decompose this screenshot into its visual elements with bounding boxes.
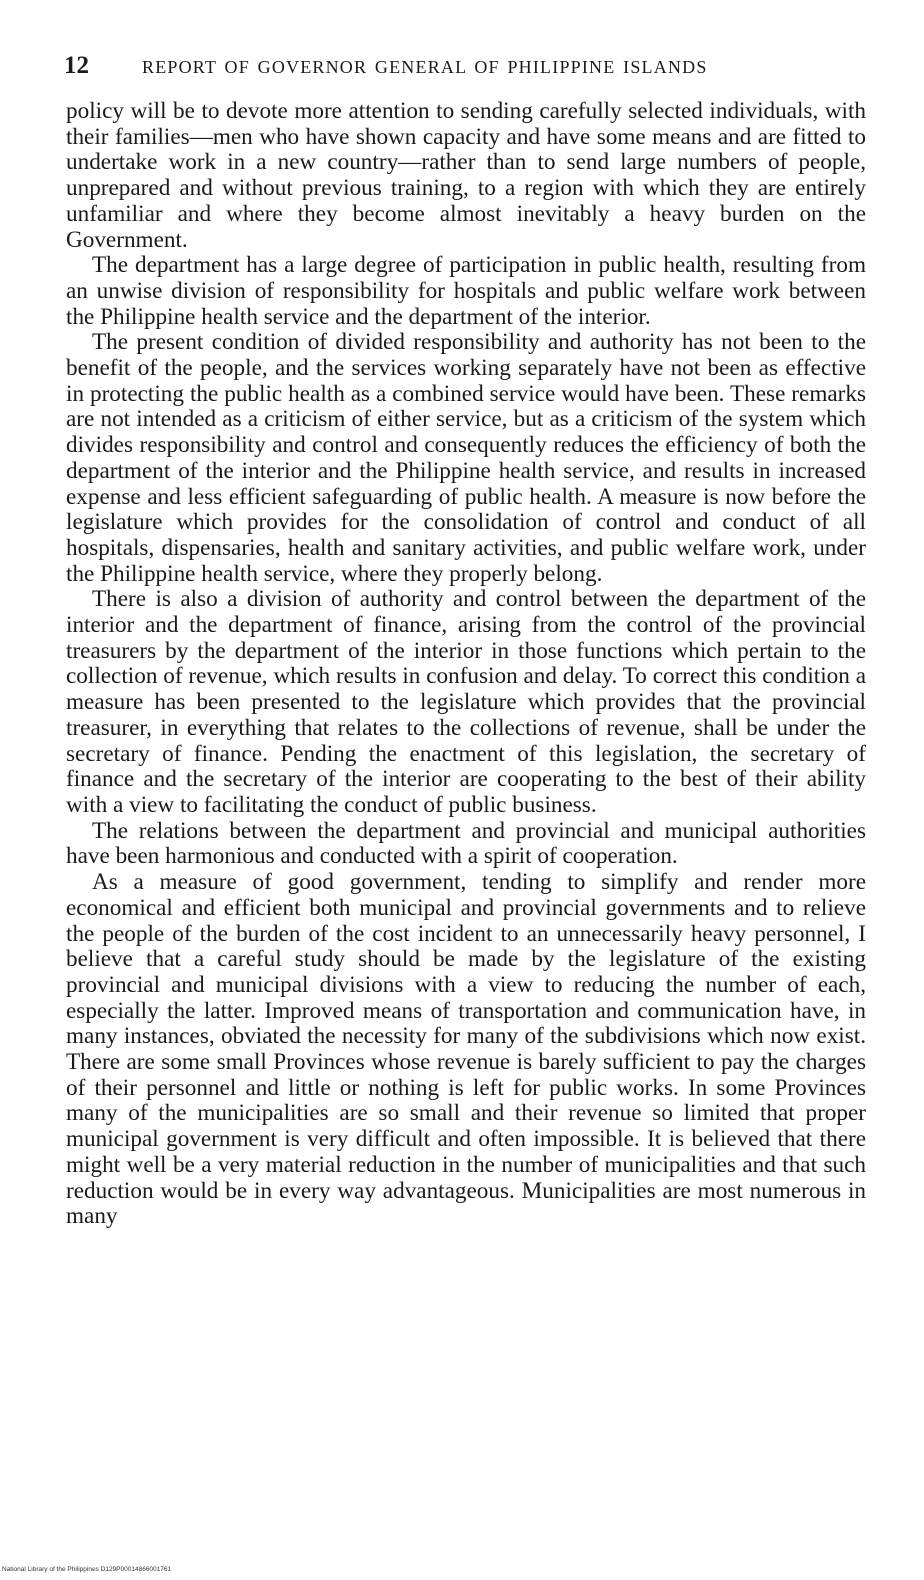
body-text <box>66 99 866 1230</box>
page-number: 12 <box>64 52 89 79</box>
running-head <box>64 52 854 84</box>
paragraph-continuation: policy will be to devote more attention to sending carefully selected individuals, with their families—men who have shown capacity and have some means and are fitted to undertake work in a new country—rather than to send large numbers of people, unprepared and without previous training, to a region with which they are entirely unfamiliar and where they become almost inevitably a heavy burden on the Government. <box>66 98 866 253</box>
scan-source-note: National Library of the Philippines D129P00014866001761 <box>2 1566 172 1573</box>
paragraph-relations: The relations between the department and provincial and municipal authorities have been harmonious and conducted with a spirit of cooperation. <box>66 817 866 870</box>
paragraph-good-government: As a measure of good government, tending to simplify and render more economical and efficient both municipal and provincial governments and to relieve the people of the burden of the cost incident to an unnecessarily heavy personnel, I believe that a careful study should be made by the legislature of the existing provincial and municipal divisions with a view to reducing the number of each, especially the latter. Improved means of transportation and communication have, in many instances, obviated the necessity for many of the subdivisions which now exist. There are some small Provinces whose revenue is barely sufficient to pay the charges of their personnel and little or nothing is left for public works. In some Provinces many of the municipalities are so small and their revenue so limited that proper municipal government is very difficult and often impossible. It is believed that there might well be a very material reduction in the number of municipalities and that such reduction would be in every way advantageous. Municipalities are most numerous in many <box>66 869 866 1230</box>
running-head-title: REPORT OF GOVERNOR GENERAL OF PHILIPPINE ISLANDS <box>142 57 708 77</box>
paragraph-divided-responsibility: The present condition of divided responsibility and authority has not been to the benefit of the people, and the services working separately have not been as effective in protecting the public health as a combined service would have been. These remarks are not intended as a criticism of either service, but as a criticism of the system which divides responsibility and control and consequently reduces the efficiency of both the department of the interior and the Philippine health service, and results in increased expense and less efficient safeguarding of public health. A measure is now before the legislature which provides for the consolidation of control and conduct of all hospitals, dispensaries, health and sanitary activities, and public welfare work, under the Philippine health service, where they properly belong. <box>66 329 866 587</box>
paragraph-public-health: The department has a large degree of participation in public health, resulting from an unwise division of responsibility for hospitals and public welfare work between the Philippine health service and the department of the interior. <box>66 252 866 330</box>
paragraph-division-of-authority: There is also a division of authority and control between the department of the interior and the department of finance, arising from the control of the provincial treasurers by the department of the interior in those functions which pertain to the collection of revenue, which results in confusion and delay. To correct this condition a measure has been presented to the legislature which provides that the provincial treasurer, in everything that relates to the collections of revenue, shall be under the secretary of finance. Pending the enactment of this legislation, the secretary of finance and the secretary of the interior are cooperating to the best of their ability with a view to facilitating the conduct of public business. <box>66 586 866 818</box>
